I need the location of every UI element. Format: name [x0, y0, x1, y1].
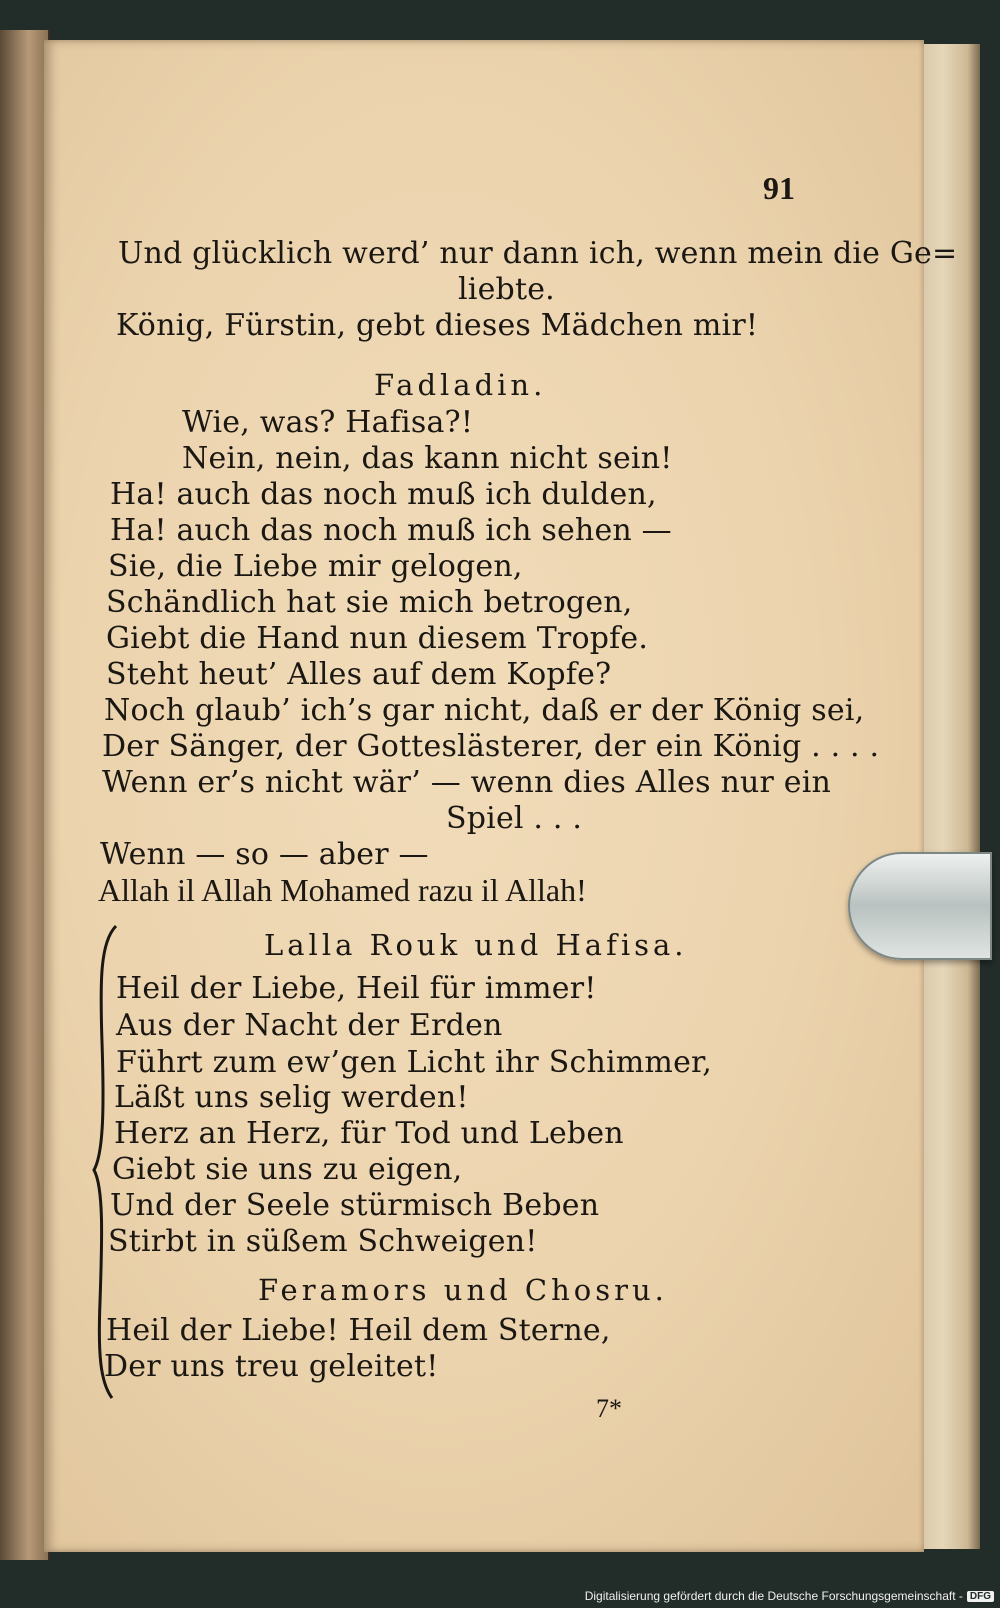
- text-line: König, Fürstin, gebt dieses Mädchen mir!: [116, 308, 759, 343]
- left-page-edge: [0, 30, 50, 1560]
- text-line: Wie, was? Hafisa?!: [182, 405, 474, 440]
- text-line: Der uns treu geleitet!: [104, 1349, 439, 1384]
- speaker-heading: Lalla Rouk und Hafisa.: [264, 928, 688, 962]
- text-line: Sie, die Liebe mir gelogen,: [108, 549, 523, 584]
- text-line: Heil der Liebe, Heil für immer!: [116, 971, 597, 1006]
- text-line: Stirbt in süßem Schweigen!: [108, 1224, 538, 1259]
- text-line: Führt zum ew’gen Licht ihr Schimmer,: [116, 1045, 713, 1080]
- text-line: Ha! auch das noch muß ich dulden,: [110, 477, 657, 512]
- text-line: Wenn er’s nicht wär’ — wenn dies Alles nur ein: [102, 765, 832, 800]
- text-line: liebte.: [458, 272, 555, 307]
- text-line: Schändlich hat sie mich betrogen,: [106, 585, 633, 620]
- text-line: Heil der Liebe! Heil dem Sterne,: [106, 1313, 611, 1348]
- text-line: Steht heut’ Alles auf dem Kopfe?: [106, 657, 612, 692]
- speaker-heading: Feramors und Chosru.: [258, 1273, 668, 1307]
- text-line: Allah il Allah Mohamed razu il Allah!: [98, 872, 587, 908]
- page-clip: [848, 852, 992, 960]
- text-line: Nein, nein, das kann nicht sein!: [182, 441, 673, 476]
- text-line: Giebt sie uns zu eigen,: [112, 1152, 463, 1187]
- dfg-logo-icon: DFG: [967, 1591, 994, 1602]
- text-line: Läßt uns selig werden!: [114, 1080, 469, 1115]
- speaker-heading: Fadladin.: [374, 368, 547, 402]
- text-line: Herz an Herz, für Tod und Leben: [114, 1116, 624, 1151]
- text-line: Der Sänger, der Gotteslästerer, der ein König . . . .: [102, 729, 880, 764]
- text-line: Wenn — so — aber —: [100, 837, 429, 872]
- text-line: Aus der Nacht der Erden: [116, 1008, 503, 1043]
- signature-mark: 7*: [596, 1394, 622, 1423]
- text-line: Noch glaub’ ich’s gar nicht, daß er der König sei,: [104, 693, 865, 728]
- text-line: Giebt die Hand nun diesem Tropfe.: [106, 621, 649, 656]
- text-line: Spiel . . .: [446, 801, 583, 836]
- text-line: Und der Seele stürmisch Beben: [110, 1188, 600, 1223]
- page-number: 91: [763, 170, 795, 206]
- text-line: Und glücklich werd’ nur dann ich, wenn mein die Ge=: [118, 236, 958, 271]
- text-line: Ha! auch das noch muß ich sehen —: [110, 513, 672, 548]
- footer-credit: [585, 1586, 994, 1606]
- footer-text: Digitalisierung gefördert durch die Deutsche Forschungsgemeinschaft -: [584, 1589, 963, 1603]
